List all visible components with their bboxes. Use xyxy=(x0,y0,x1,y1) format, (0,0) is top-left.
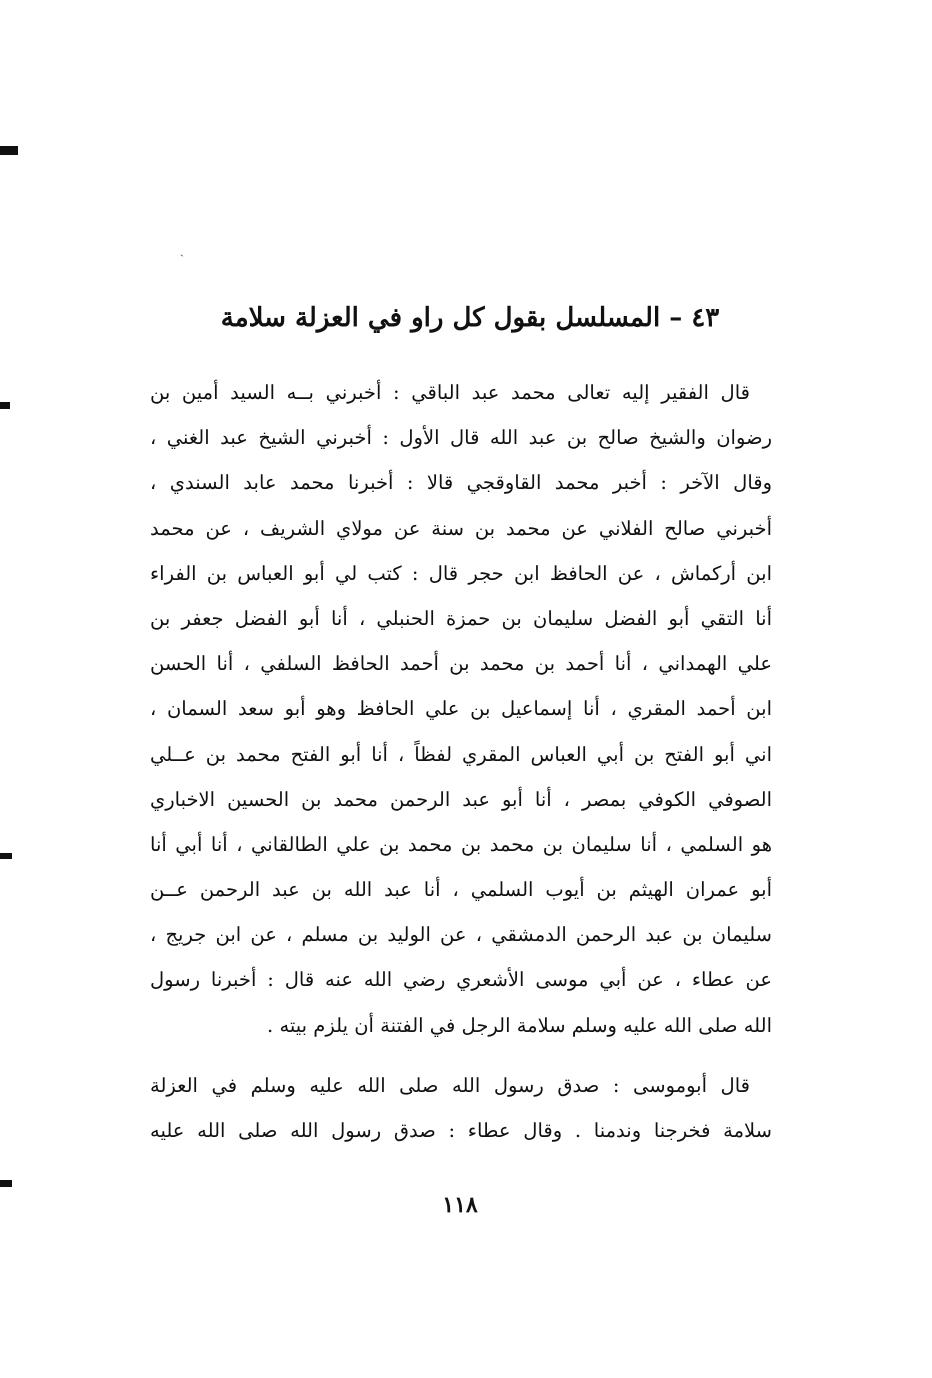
text-line: سليمان بن عبد الرحمن الدمشقي ، عن الوليد بن مسلم ، عن ابن جريج ، xyxy=(150,923,772,947)
text-line: وقال الآخر : أخبر محمد القاوقجي قالا : أخبرنا محمد عابد السندي ، xyxy=(150,471,772,495)
section-title: ٤٣ – المسلسل بقول كل راو في العزلة سلامة xyxy=(220,303,720,333)
paragraph-1 xyxy=(150,370,772,1048)
page-number: ١١٨ xyxy=(442,1192,478,1218)
scan-speck: ˎ xyxy=(180,243,184,257)
text-line: رضوان والشيخ صالح بن عبد الله قال الأول : أخبرني الشيخ عبد الغني ، xyxy=(150,426,772,450)
scan-edge-mark xyxy=(0,853,12,859)
text-line: أخبرني صالح الفلاني عن محمد بن سنة عن مولاي الشريف ، عن محمد xyxy=(150,516,772,540)
scan-edge-mark xyxy=(0,146,18,155)
text-line: هو السلمي ، أنا سليمان بن محمد بن محمد بن علي الطالقاني ، أنا أبي أنا xyxy=(150,832,772,856)
text-line: اني أبو الفتح بن أبي العباس المقري لفظاً ، أنا أبو الفتح محمد بن عــلي xyxy=(150,742,772,766)
scan-edge-mark xyxy=(0,402,10,409)
paragraph-2 xyxy=(150,1063,772,1153)
text-line: ابن أركماش ، عن الحافظ ابن حجر قال : كتب لي أبو العباس بن الفراء xyxy=(150,561,772,585)
text-line: أنا التقي أبو الفضل سليمان بن حمزة الحنبلي ، أنا أبو الفضل جعفر بن xyxy=(150,606,772,630)
text-line: الله صلى الله عليه وسلم سلامة الرجل في الفتنة أن يلزم بيته . xyxy=(267,1013,772,1037)
text-line: قال أبوموسى : صدق رسول الله صلى الله عليه وسلم في العزلة xyxy=(150,1074,750,1097)
text-line: عن عطاء ، عن أبي موسى الأشعري رضي الله عنه قال : أخبرنا رسول xyxy=(150,968,772,992)
text-line: علي الهمداني ، أنا أحمد بن محمد بن أحمد الحافظ السلفي ، أنا الحسن xyxy=(150,652,772,676)
scan-edge-mark xyxy=(0,1180,12,1187)
text-line: ابن أحمد المقري ، أنا إسماعيل بن علي الحافظ وهو أبو سعد السمان ، xyxy=(150,697,772,721)
text-line: أبو عمران الهيثم بن أيوب السلمي ، أنا عبد الله بن عبد الرحمن عــن xyxy=(150,878,772,902)
text-line: الصوفي الكوفي بمصر ، أنا أبو عبد الرحمن محمد بن الحسين الاخباري xyxy=(150,787,772,811)
text-line: سلامة فخرجنا وندمنا . وقال عطاء : صدق رسول الله صلى الله عليه xyxy=(150,1119,772,1143)
text-line: قال الفقير إليه تعالى محمد عبد الباقي : أخبرني بــه السيد أمين بن xyxy=(150,381,750,404)
